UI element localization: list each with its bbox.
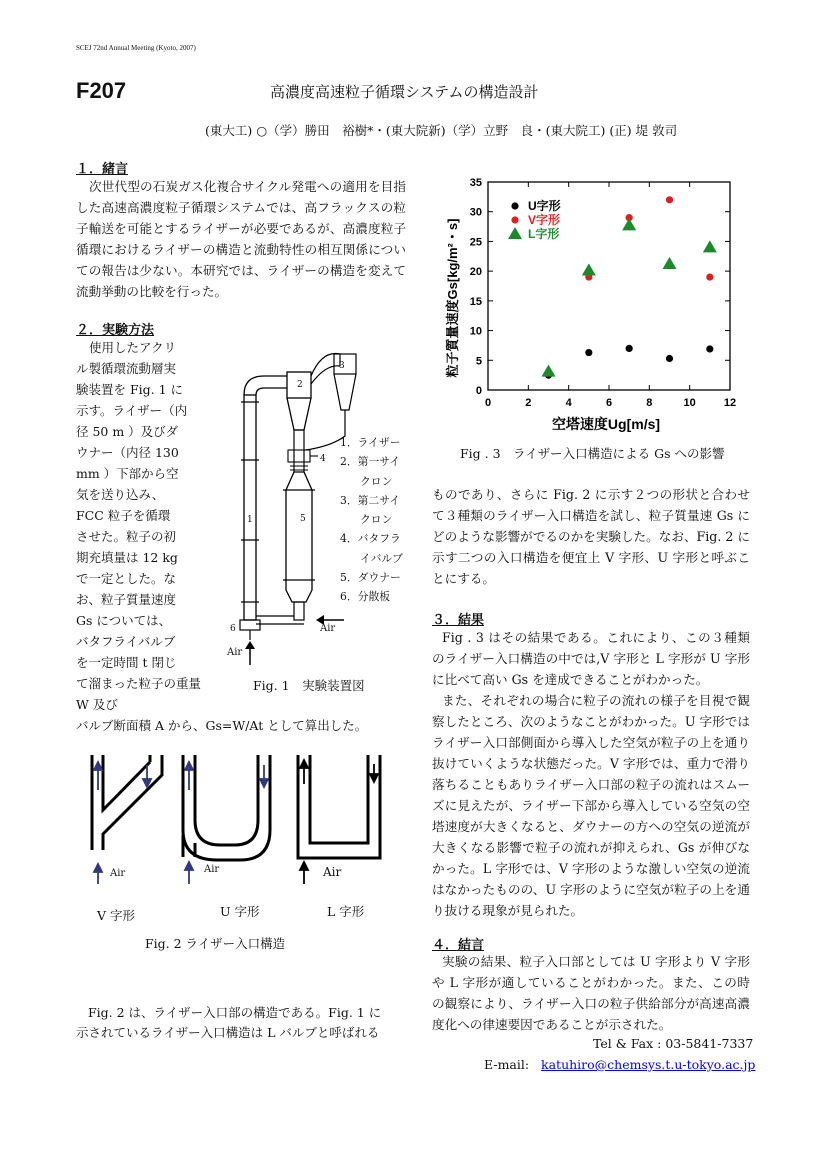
fig2-text-line-1: Fig. 2 は、ライザー入口部の構造である。Fig. 1 に [88, 1005, 382, 1020]
fig2-label-v: V 字形 [97, 908, 136, 923]
contact-email [484, 1054, 755, 1075]
section-4-heading: ４．結言 [432, 938, 485, 953]
y-tick-label: 30 [469, 206, 482, 219]
x-tick-label: 10 [683, 397, 696, 409]
data-point-L字形 [703, 240, 717, 252]
fig3-scatter-chart [430, 170, 760, 440]
section-2-line: バタフライバルブ [76, 634, 176, 649]
section-2-line: させた。粒子の初 [76, 529, 177, 544]
y-tick-label: 15 [469, 295, 482, 308]
section-2-line: mm ）下部から空 [76, 466, 179, 481]
fig1-legend-item: 5．ダウナー [340, 571, 401, 585]
data-point-L字形 [622, 218, 636, 230]
fig2-label-u: U 字形 [220, 904, 260, 919]
fig1-legend-item: クロン [360, 474, 393, 488]
x-tick-label: 8 [646, 397, 653, 409]
section-4-body: 実験の結果、粒子入口部としては U 字形より V 字形や L 字形が適していることがわかった。また、この時の観察により、ライザー入口の粒子供給部分が高速高濃度化への律速要因であることが示された。 [432, 954, 750, 1032]
section-3-para-1: Fig . 3 はその結果である。これにより、この３種類のライザー入口構造の中では,V 字形と L 字形が U 字形に比べて高い Gs を達成できることがわかった。 [432, 630, 750, 687]
x-tick-label: 0 [484, 397, 492, 409]
fig1-legend [340, 433, 403, 607]
plot-frame [488, 182, 730, 390]
y-tick-label: 5 [475, 355, 482, 368]
y-axis-label: 粒子質量速度Gs[kg/m²・s] [445, 218, 460, 378]
section-2-line: を一定時間 t 閉じ [76, 655, 177, 670]
fig1-caption: Fig. 1 実験装置図 [253, 678, 365, 693]
fig1-legend-item: クロン [360, 513, 393, 527]
legend-label: V字形 [528, 213, 561, 227]
section-2-heading: ２．実験方法 [76, 323, 155, 338]
data-point-U字形 [706, 345, 713, 352]
fig2-text-line-2: 示されているライザー入口構造は L バルブと呼ばれる [76, 1025, 380, 1040]
section-3-para-2: また、それぞれの場合に粒子の流れの様子を目視で観察したところ、次のようなことがわかった。U 字形ではライザー入口部側面から導入した空気が粒子の上を通り抜けていくような状態だった。V 字形では、重力で滑り落ちることもありライザー入口部の粒子の流れはスムーズに見えたが、ライザー下部から導入している空気の空塔速度が大きくなると、ダウナーの方への空気の逆流が大きくなる影響で粒子の流れが抑えられ、Gs が伸びなかった。L 字形では、V 字形のような激しい空気の逆流はなかったものの、U 字形のように空気が粒子の上を通り抜ける現象が見られた。 [432, 693, 750, 918]
fig1-number-4: 4 [320, 454, 326, 464]
section-2-line: バルブ断面積 A から、Gs=W/At として算出した。 [76, 718, 368, 733]
fig1-number-2: 2 [297, 380, 303, 390]
section-2-line: 示す。ライザー（内 [76, 403, 188, 418]
y-tick-label: 20 [469, 266, 482, 279]
section-1-heading: １．緒言 [76, 162, 129, 177]
author-line: (東大工) ○（学）勝田 裕樹*・(東大院新)（学）立野 良・(東大院工) (正) 堤 敦司 [205, 123, 678, 138]
data-point-U字形 [666, 355, 673, 362]
section-2-line: 径 50 m ）及びダ [76, 424, 179, 439]
data-point-U字形 [626, 345, 633, 352]
fig2-air-label-v: Air [110, 868, 126, 879]
x-tick-label: 6 [605, 397, 613, 409]
meeting-name: SCEJ 72nd Annual Meeting (Kyoto, 2007) [76, 44, 196, 52]
section-2-line: FCC 粒子を循環 [76, 508, 171, 523]
legend-label: L字形 [528, 227, 560, 241]
data-point-U字形 [585, 349, 592, 356]
section-2-line: 使用したアクリ [89, 340, 177, 355]
y-tick-label: 35 [469, 177, 482, 189]
x-tick-label: 4 [565, 397, 572, 409]
fig1-legend-item: イバルブ [360, 551, 403, 565]
data-point-V字形 [706, 273, 713, 280]
data-point-V字形 [666, 196, 673, 203]
y-tick-label: 25 [469, 236, 482, 249]
fig1-air-label-right: Air [320, 623, 336, 634]
right-column-paragraph: ものであり、さらに Fig. 2 に示す２つの形状と合わせて３種類のライザー入口構造を試し、粒子質量速 Gs にどのような影響がでるのかを実験した。なお、Fig. 2 に示す二つの入口構造を便宜上 V 字形、U 字形と呼ぶことにする。 [432, 487, 750, 586]
section-2-line: お、粒子質量速度 [76, 592, 177, 607]
x-tick-label: 2 [525, 397, 532, 409]
legend-marker [508, 227, 522, 239]
x-tick-label: 12 [723, 397, 737, 409]
section-2-line: で一定とした。な [76, 571, 177, 586]
paper-title: 高濃度高速粒子循環システムの構造設計 [270, 83, 539, 101]
section-2-line: 験装置を Fig. 1 に [76, 382, 184, 397]
fig1-air-label-bottom: Air [227, 647, 243, 658]
section-2-line: 期充填量は 12 kg [76, 550, 178, 565]
fig1-number-1: 1 [247, 515, 253, 525]
section-2-line: 気を送り込み、 [76, 487, 165, 502]
y-tick-label: 10 [469, 325, 482, 338]
fig2-air-label-u: Air [204, 864, 220, 875]
section-1-body: 次世代型の石炭ガス化複合サイクル発電への適用を目指した高速高濃度粒子循環システムでは、高フラックスの粒子輸送を可能とするライザーが必要であるが、高濃度粒子循環におけるライザーの構造と流動特性の相互関係についての報告は少ない。本研究では、ライザーの構造を変えて流動挙動の比較を行った。 [76, 179, 406, 299]
legend-marker [511, 202, 518, 209]
section-2-line: ル製循環流動層実 [76, 361, 177, 376]
email-label: E-mail: [484, 1057, 530, 1072]
section-2-line: て溜まった粒子の重量 [76, 676, 202, 691]
section-3-heading: ３．結果 [432, 613, 485, 628]
fig2-caption: Fig. 2 ライザー入口構造 [145, 936, 286, 951]
fig3-caption: Fig . 3 ライザー入口構造による Gs への影響 [460, 446, 725, 461]
y-tick-label: 0 [475, 385, 482, 397]
fig1-number-5: 5 [300, 514, 306, 524]
fig1-legend-item: 2．第一サイ [340, 455, 401, 469]
x-axis-label: 空塔速度Ug[m/s] [551, 416, 661, 432]
section-2-line: Gs については、 [76, 613, 172, 628]
fig1-legend-item: 4．バタフラ [340, 532, 401, 546]
email-link[interactable]: katuhiro@chemsys.t.u-tokyo.ac.jp [541, 1057, 756, 1072]
fig1-legend-item: 6．分散板 [340, 590, 391, 604]
section-2-line: W 及び [76, 697, 118, 712]
paper-code: F207 [76, 78, 127, 103]
fig1-number-3: 3 [339, 361, 345, 371]
contact-tel-fax: Tel & Fax : 03-5841-7337 [593, 1036, 754, 1051]
fig1-legend-item: 1．ライザー [340, 436, 401, 449]
section-2-line: ウナー（内径 130 [76, 445, 179, 460]
fig2-label-l: L 字形 [327, 904, 365, 919]
data-point-L字形 [582, 264, 596, 276]
legend-label: U字形 [528, 199, 561, 213]
fig1-number-6: 6 [230, 624, 236, 634]
data-point-L字形 [663, 257, 677, 269]
data-point-L字形 [542, 365, 556, 377]
fig1-legend-item: 3．第二サイ [340, 493, 401, 507]
fig2-air-label-l: Air [323, 865, 342, 879]
fig2-inlet-diagram [80, 750, 400, 890]
legend-marker [511, 216, 518, 223]
